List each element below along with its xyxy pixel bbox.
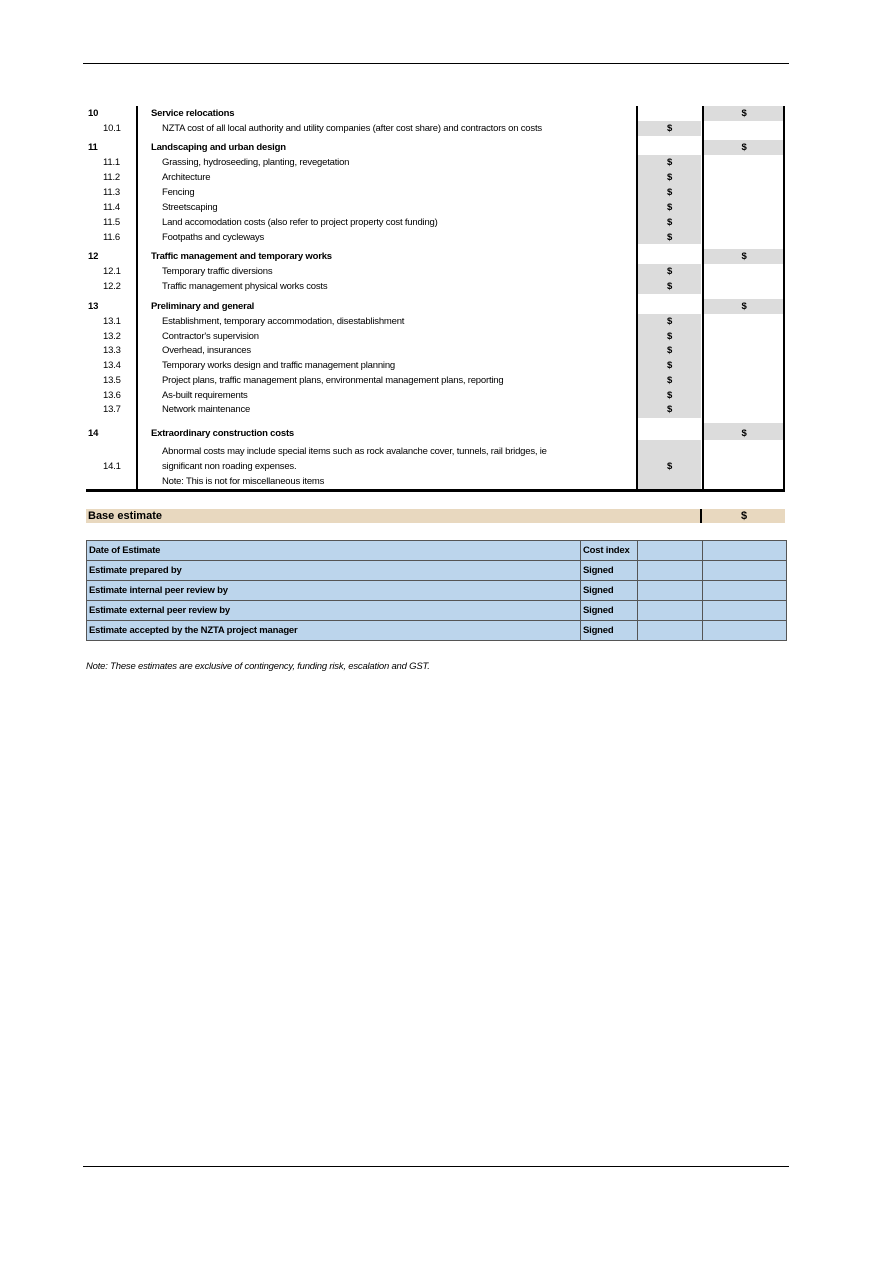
item-desc-line: significant non roading expenses. [162, 461, 297, 472]
item-code: 11.1 [103, 157, 120, 168]
item-code: 13.7 [103, 404, 121, 415]
item-desc: Land accomodation costs (also refer to project property cost funding) [162, 217, 438, 228]
item-desc: Footpaths and cycleways [162, 232, 265, 243]
item-code: 12.2 [103, 281, 121, 292]
item-desc: Traffic management physical works costs [162, 281, 328, 292]
signoff-row [87, 581, 787, 601]
section-total: $ [741, 251, 747, 262]
section-code: 11 [88, 142, 98, 153]
item-code: 11.4 [103, 202, 120, 213]
item-value: $ [666, 390, 673, 401]
signoff-label: Date of Estimate [87, 541, 581, 561]
item-value: $ [666, 360, 673, 371]
section-code: 10 [88, 108, 99, 119]
item-desc: Overhead, insurances [162, 345, 251, 356]
signoff-table [86, 540, 787, 641]
item-desc: Grassing, hydroseeding, planting, revegetation [162, 157, 350, 168]
signoff-entry[interactable] [703, 541, 787, 561]
item-value: $ [666, 461, 673, 472]
item-desc: Streetscaping [162, 202, 218, 213]
signoff-label: Estimate external peer review by [87, 601, 581, 621]
item-code: 13.6 [103, 390, 121, 401]
signoff-entry[interactable] [703, 621, 787, 641]
footnote: Note: These estimates are exclusive of contingency, funding risk, escalation and GST. [86, 661, 430, 672]
item-value: $ [666, 266, 673, 277]
section-total: $ [741, 428, 747, 439]
signoff-entry[interactable] [703, 561, 787, 581]
section-code: 12 [88, 251, 99, 262]
signoff-entry[interactable] [638, 581, 703, 601]
signoff-row [87, 621, 787, 641]
base-estimate-label: Base estimate [88, 510, 162, 522]
signoff-entry[interactable] [703, 581, 787, 601]
item-code: 11.3 [103, 187, 120, 198]
signoff-field: Signed [581, 561, 638, 581]
grey-cell [638, 155, 701, 244]
item-desc: Fencing [162, 187, 195, 198]
section-title: Traffic management and temporary works [151, 251, 332, 262]
signoff-entry[interactable] [638, 621, 703, 641]
signoff-entry[interactable] [638, 561, 703, 581]
item-value: $ [666, 281, 673, 292]
signoff-field: Cost index [581, 541, 638, 561]
item-desc: NZTA cost of all local authority and utility companies (after cost share) and contractors on costs [162, 123, 542, 134]
section-title: Landscaping and urban design [151, 142, 286, 153]
item-value: $ [666, 157, 673, 168]
item-desc: Project plans, traffic management plans, environmental management plans, reporting [162, 375, 504, 386]
item-desc: Temporary traffic diversions [162, 266, 273, 277]
item-value: $ [666, 202, 673, 213]
item-value: $ [666, 232, 673, 243]
item-desc-line: Abnormal costs may include special items such as rock avalanche cover, tunnels, rail bridges, ie [162, 446, 547, 457]
column-divider [700, 509, 702, 523]
signoff-row [87, 561, 787, 581]
item-code: 12.1 [103, 266, 121, 277]
item-desc: Establishment, temporary accommodation, disestablishment [162, 316, 405, 327]
section-code: 14 [88, 428, 99, 439]
signoff-entry[interactable] [703, 601, 787, 621]
signoff-row [87, 601, 787, 621]
item-desc: As-built requirements [162, 390, 248, 401]
section-total: $ [741, 142, 747, 153]
cost-table [86, 106, 785, 492]
signoff-row [87, 541, 787, 561]
signoff-field: Signed [581, 581, 638, 601]
item-desc: Architecture [162, 172, 211, 183]
item-desc-line: Note: This is not for miscellaneous items [162, 476, 325, 487]
item-code: 13.2 [103, 331, 121, 342]
item-code: 13.3 [103, 345, 121, 356]
item-value: $ [666, 316, 673, 327]
item-code: 13.1 [103, 316, 121, 327]
item-code: 13.5 [103, 375, 121, 386]
item-value: $ [666, 375, 673, 386]
section-total: $ [741, 301, 747, 312]
item-desc: Temporary works design and traffic management planning [162, 360, 395, 371]
item-code: 11.2 [103, 172, 120, 183]
item-value: $ [666, 217, 673, 228]
item-code: 10.1 [103, 123, 121, 134]
item-desc: Network maintenance [162, 404, 251, 415]
header-rule [83, 63, 789, 64]
item-desc: Contractor's supervision [162, 331, 259, 342]
signoff-label: Estimate internal peer review by [87, 581, 581, 601]
section-title: Preliminary and general [151, 301, 255, 312]
section-code: 13 [88, 301, 99, 312]
item-code: 14.1 [103, 461, 121, 472]
section-title: Service relocations [151, 108, 235, 119]
item-value: $ [666, 187, 673, 198]
item-value: $ [666, 404, 673, 415]
column-divider [136, 106, 138, 489]
section-total: $ [741, 108, 747, 119]
base-estimate-value: $ [740, 510, 748, 522]
signoff-entry[interactable] [638, 601, 703, 621]
item-value: $ [666, 123, 673, 134]
item-value: $ [666, 345, 673, 356]
item-code: 13.4 [103, 360, 121, 371]
item-code: 11.5 [103, 217, 120, 228]
signoff-label: Estimate accepted by the NZTA project manager [87, 621, 581, 641]
item-code: 11.6 [103, 232, 120, 243]
item-value: $ [666, 331, 673, 342]
signoff-entry[interactable] [638, 541, 703, 561]
signoff-field: Signed [581, 601, 638, 621]
signoff-label: Estimate prepared by [87, 561, 581, 581]
footer-rule [83, 1166, 789, 1167]
signoff-field: Signed [581, 621, 638, 641]
item-value: $ [666, 172, 673, 183]
base-estimate-bar [86, 509, 785, 523]
section-title: Extraordinary construction costs [151, 428, 294, 439]
